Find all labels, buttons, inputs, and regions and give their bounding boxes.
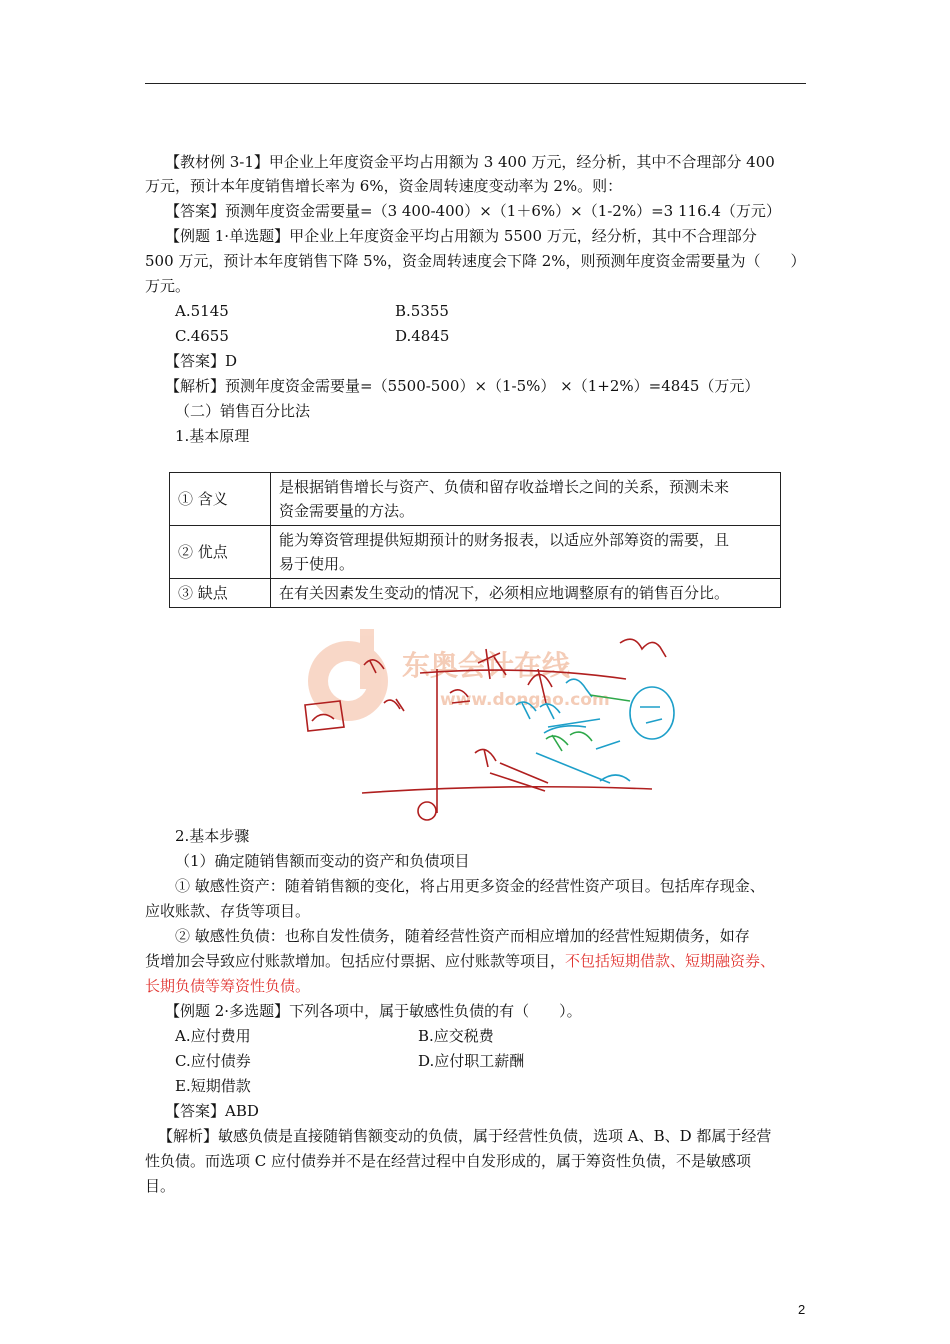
q2-option-b: B.应交税费 [418, 1027, 494, 1045]
example1-line3: 万元。 [145, 277, 191, 295]
table-value-line: 能为筹资管理提供短期预计的财务报表，以适应外部筹资的需要，且 [279, 531, 730, 549]
textbook-example-line2: 万元，预计本年度销售增长率为 6%，资金周转速度变动率为 2%。则： [145, 177, 623, 195]
watermark-logo [308, 629, 388, 721]
page-number: 2 [798, 1302, 806, 1317]
q2-option-c: C.应付债券 [175, 1052, 251, 1070]
table-value-line: 易于使用。 [279, 555, 355, 573]
subsection-heading-steps: 2.基本步骤 [175, 827, 250, 845]
sensitive-assets-line1: ① 敏感性资产：随着销售额的变化，将占用更多资金的经营性资产项目。包括库存现金、 [175, 877, 765, 895]
subsection-heading-principle: 1.基本原理 [175, 427, 250, 445]
table-value [271, 579, 781, 608]
example2-question: 【例题 2·多选题】下列各项中，属于敏感性负债的有（ ）。 [165, 1002, 582, 1020]
q2-option-d: D.应付职工薪酬 [418, 1052, 525, 1070]
step1-heading: （1）确定随销售额而变动的资产和负债项目 [175, 852, 470, 870]
q2-analysis-line3: 目。 [145, 1177, 176, 1195]
q2-option-a: A.应付费用 [175, 1027, 251, 1045]
handwritten-diagram [300, 623, 700, 829]
example1-line1: 【例题 1·单选题】甲企业上年度资金平均占用额为 5500 万元，经分析，其中不合理部分 [165, 227, 757, 245]
section-heading: （二）销售百分比法 [175, 402, 311, 420]
table-value [271, 473, 781, 526]
table-value-line: 是根据销售增长与资产、负债和留存收益增长之间的关系，预测未来 [279, 478, 730, 496]
q1-option-b: B.5355 [395, 302, 449, 320]
q2-option-e: E.短期借款 [175, 1077, 251, 1095]
highlight-text: 不包括短期借款、短期融资券、 [565, 952, 776, 970]
answer-line: 【答案】预测年度资金需要量=（3 400-400）×（1＋6%）×（1-2%）=3 116.4（万元） [165, 202, 781, 220]
watermark-text-cn: 东奥会计在线 [402, 649, 571, 682]
table-value-line: 在有关因素发生变动的情况下，必须相应地调整原有的销售百分比。 [279, 584, 730, 602]
table-key: ① 含义 [170, 473, 271, 526]
table-row [170, 473, 781, 526]
table-row [170, 579, 781, 608]
table-key: ② 优点 [170, 526, 271, 579]
highlight-text-line3: 长期负债等筹资性负债。 [145, 977, 311, 995]
table-key: ③ 缺点 [170, 579, 271, 608]
q1-option-c: C.4655 [175, 327, 229, 345]
q1-answer: 【答案】D [165, 352, 238, 370]
table-value [271, 526, 781, 579]
q1-analysis: 【解析】预测年度资金需要量=（5500-500）×（1-5%） ×（1+2%）=4845（万元） [165, 377, 760, 395]
q2-answer: 【答案】ABD [165, 1102, 259, 1120]
q1-option-a: A.5145 [175, 302, 229, 320]
q1-option-d: D.4845 [395, 327, 450, 345]
table-row [170, 526, 781, 579]
sensitive-liabilities-line2 [145, 949, 825, 973]
principle-table [169, 472, 781, 608]
table-value-line: 资金需要量的方法。 [279, 502, 415, 520]
q2-analysis-line1: 【解析】敏感负债是直接随销售额变动的负债，属于经营性负债，选项 A、B、D 都属于经营 [158, 1127, 772, 1145]
example1-line2: 500 万元，预计本年度销售下降 5%，资金周转速度会下降 2%，则预测年度资金需要量为（ ） [145, 252, 806, 270]
watermark-text-url: www.dongao.com [440, 690, 610, 710]
q2-analysis-line2: 性负债。而选项 C 应付债券并不是在经营过程中自发形成的，属于筹资性负债，不是敏感项 [145, 1152, 752, 1170]
textbook-example-line1: 【教材例 3-1】甲企业上年度资金平均占用额为 3 400 万元，经分析，其中不合理部分 400 [165, 153, 775, 171]
sensitive-liabilities-text: 货增加会导致应付账款增加。包括应付票据、应付账款等项目， [145, 952, 566, 970]
header-rule [145, 83, 806, 84]
sensitive-liabilities-line1: ② 敏感性负债：也称自发性债务，随着经营性资产而相应增加的经营性短期债务，如存 [175, 927, 750, 945]
sensitive-assets-line2: 应收账款、存货等项目。 [145, 902, 311, 920]
